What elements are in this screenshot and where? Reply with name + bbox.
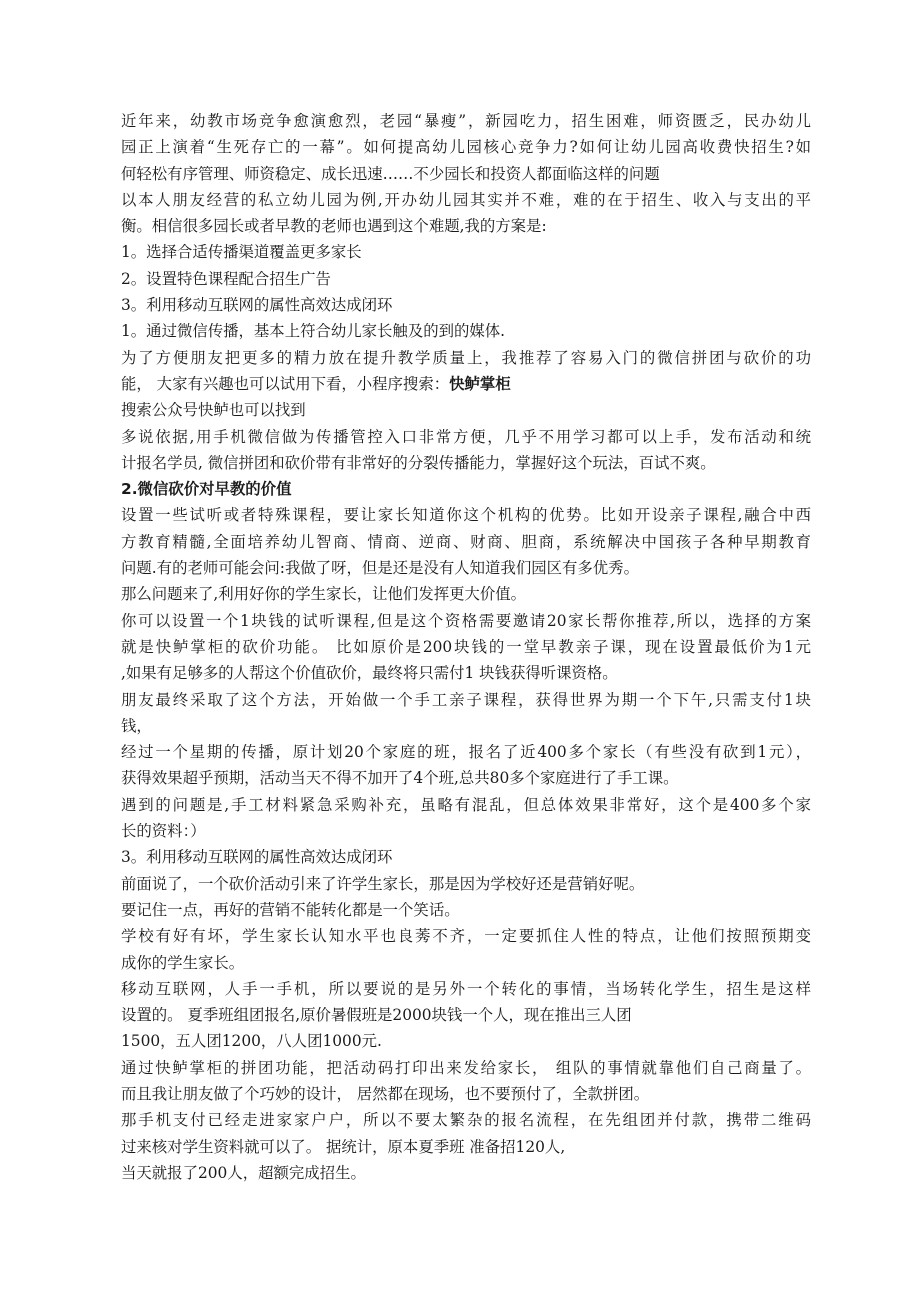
text-line [121,529,811,555]
line-text: 当天就报了200人，超额完成招生。 [121,1163,366,1182]
text-line [121,345,811,371]
text-line [121,581,811,607]
line-text: 近年来，幼教市场竞争愈演愈烈，老园“暴瘦”，新园吃力，招生困难，师资匮乏，民办幼儿 [121,112,811,130]
line-text: 学校有好有坏，学生家长认知水平也良莠不齐，一定要抓住人性的特点，让他们按照预期变 [121,927,811,946]
program-name: 快鲈掌柜 [449,374,511,393]
text-line [121,1134,811,1160]
text-line [121,450,811,476]
article-body [121,108,811,1186]
text-line [121,976,811,1002]
line-text: 1500，五人团1200，八人团1000元. [121,1032,382,1051]
line-text: 3。利用移动互联网的属性高效达成闭环 [121,848,393,867]
text-line [121,634,811,660]
text-line [121,1055,811,1081]
text-line [121,213,811,239]
line-text: 为了方便朋友把更多的精力放在提升教学质量上，我推荐了容易入门的微信拼团与砍价的功 [121,348,811,367]
line-text: 朋友最终采取了这个方法，开始做一个手工亲子课程，获得世界为期一个下午,只需支付1块 [121,690,811,709]
line-text: 计报名学员, 微信拼团和砍价带有非常好的分裂传播能力，掌握好这个玩法，百试不爽。 [121,453,716,472]
line-text: 前面说了，一个砍价活动引来了许学生家长，那是因为学校好还是营销好呢。 [121,874,645,893]
line-text: 问题.有的老师可能会问:我做了呀，但是还是没有人知道我们园区有多优秀。 [121,559,639,578]
text-line [121,555,811,581]
text-line [121,424,811,450]
line-text: 经过一个星期的传播，原计划20个家庭的班，报名了近400多个家长（有些没有砍到1元）， [121,743,811,762]
text-line [121,239,811,265]
line-text: 搜索公众号快鲈也可以找到 [121,401,306,420]
line-text: 设置一些试听或者特殊课程，要让家长知道你这个机构的优势。比如开设亲子课程,融合中西 [121,506,811,525]
text-line [121,739,811,765]
text-line [121,292,811,318]
line-text: 方教育精髓,全面培养幼儿智商、情商、逆商、财商、胆商，系统解决中国孩子各种早期教育 [121,532,811,551]
line-text: 何轻松有序管理、师资稳定、成长迅速……不少园长和投资人都面临这样的问题 [121,164,660,183]
text-line [121,923,811,949]
line-text: 能， 大家有兴趣也可以试用下看，小程序搜索： [121,374,450,393]
line-text: 而且我让朋友做了个巧妙的设计， 居然都在现场，也不要预付了，全款拼团。 [121,1084,650,1103]
line-text: 钱， [121,716,152,735]
line-text: 那么问题来了,利用好你的学生家长，让他们发挥更大价值。 [121,585,527,604]
line-text: 就是快鲈掌柜的砍价功能。 比如原价是200块钱的一堂早教亲子课，现在设置最低价为1元 [121,637,811,656]
line-text: 1。通过微信传播，基本上符合幼儿家长触及的到的媒体. [121,322,506,341]
text-line [121,950,811,976]
line-text: 长的资料：） [121,822,206,841]
line-text: 1。选择合适传播渠道覆盖更多家长 [121,243,362,262]
line-text: 获得效果超乎预期，活动当天不得不加开了4个班,总共80多个家庭进行了手工课。 [121,769,679,788]
section-heading [121,476,811,502]
text-line [121,502,811,528]
line-text: 2。设置特色课程配合招生广告 [121,269,331,288]
text-line [121,161,811,187]
text-line [121,397,811,423]
line-text: 成你的学生家长。 [121,953,245,972]
text-line [121,660,811,686]
line-text: ,如果有足够多的人帮这个价值砍价，最终将只需付1 块钱获得听课资格。 [121,664,618,683]
text-line [121,871,811,897]
text-line [121,1028,811,1054]
text-line [121,897,811,923]
text-line [121,608,811,634]
line-text: 要记住一点，再好的营销不能转化都是一个笑话。 [121,900,460,919]
text-line [121,108,811,134]
text-line [121,792,811,818]
line-text: 那手机支付已经走进家家户户，所以不要太繁杂的报名流程，在先组团并付款，携带二维码 [121,1111,811,1130]
line-text: 衡。相信很多园长或者早教的老师也遇到这个难题,我的方案是: [121,217,547,236]
line-text: 过来核对学生资料就可以了。 据统计，原本夏季班 准备招120人, [121,1137,566,1156]
text-line [121,134,811,160]
text-line [121,844,811,870]
text-line [121,713,811,739]
text-line [121,818,811,844]
line-text: 2.微信砍价对早教的价值 [121,480,292,499]
line-text: 以本人朋友经营的私立幼儿园为例,开办幼儿园其实并不难，难的在于招生、收入与支出的平 [121,190,811,209]
text-line [121,687,811,713]
line-text: 你可以设置一个1块钱的试听课程,但是这个资格需要邀请20家长帮你推荐,所以，选择的方案 [121,611,811,630]
line-text: 设置的。 夏季班组团报名,原价暑假班是2000块钱一个人，现在推出三人团 [121,1006,632,1025]
text-line [121,1160,811,1186]
text-line [121,765,811,791]
text-line [121,371,811,397]
line-text: 多说依据,用手机微信做为传播管控入口非常方便，几乎不用学习都可以上手，发布活动和统 [121,427,811,446]
line-text: 移动互联网，人手一手机，所以要说的是另外一个转化的事情，当场转化学生，招生是这样 [121,979,811,998]
line-text: 园正上演着“生死存亡的一幕”。如何提高幼儿园核心竞争力?如何让幼儿园高收费快招生?如 [121,138,811,157]
line-text: 遇到的问题是,手工材料紧急采购补充，虽略有混乱，但总体效果非常好，这个是400多个家 [121,795,811,814]
text-line [121,318,811,344]
line-text: 通过快鲈掌柜的拼团功能，把活动码打印出来发给家长， 组队的事情就靠他们自己商量了。 [121,1058,811,1077]
text-line [121,1002,811,1028]
line-text: 3。利用移动互联网的属性高效达成闭环 [121,296,393,315]
text-line [121,266,811,292]
text-line [121,1107,811,1133]
text-line [121,1081,811,1107]
text-line [121,187,811,213]
